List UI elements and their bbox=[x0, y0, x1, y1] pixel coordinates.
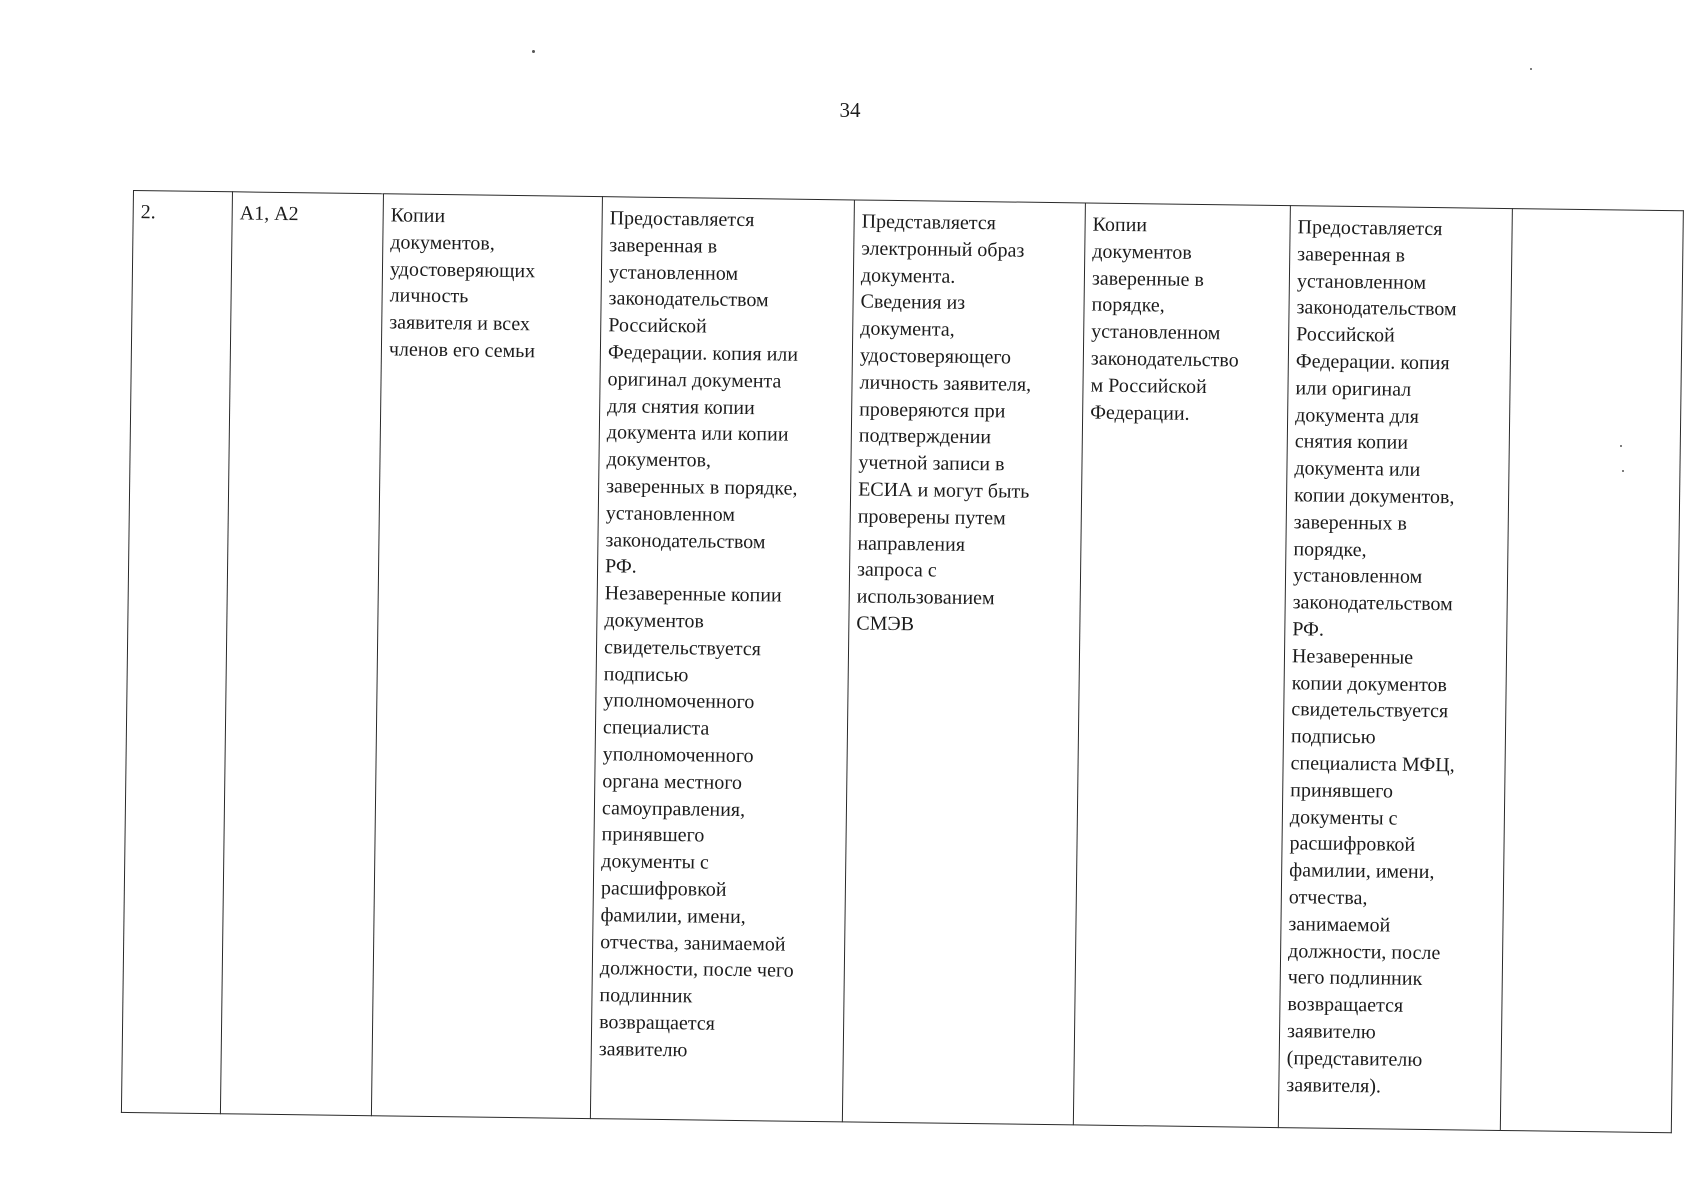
scan-speck bbox=[532, 50, 535, 53]
row-number: 2. bbox=[140, 201, 156, 224]
table-row bbox=[121, 191, 1683, 1133]
scan-speck bbox=[1530, 68, 1532, 70]
electronic-submission-text: Представляется электронный образ документа. Сведения из документа, удостоверяющего личность заявителя, проверяются при подтверждении учетной записи в ЕСИА и могут быть проверены путем направления запроса с использованием СМЭВ bbox=[856, 210, 1032, 636]
applicant-codes: А1, А2 bbox=[239, 202, 299, 226]
document-name-cell bbox=[371, 194, 602, 1119]
in-person-submission-text: Предоставляется заверенная в установленном законодательством Российской Федерации. копия или оригинал документа для снятия копии документа или копии документов, заверенных в порядке, установленном законодательством РФ. Незаверенные копии документов свидетельствуется подписью уполномоченного специалиста уполномоченного органа местного самоуправления, принявшего документы с расшифровкой фамилии, имени, отчества, занимаемой должности, после чего подлинник возвращается заявителю bbox=[598, 207, 799, 1062]
in-person-cell bbox=[590, 197, 854, 1122]
document-name: Копии документов, удостоверяющих личность заявителя и всех членов его семьи bbox=[388, 204, 536, 363]
by-mail-cell bbox=[1073, 203, 1290, 1128]
page-number: 34 bbox=[839, 98, 861, 122]
mfc-submission-text: Предоставляется заверенная в установленном законодательством Российской Федерации. копия или оригинал документа для снятия копии документа или копии документов, заверенных в порядке, установленном законодательством РФ. Незаверенные копии документов свидетельствуется подписью специалиста МФЦ, принявшего документы с расшифровкой фамилии, имени, отчества, занимаемой должности, после чего подлинник возвращается заявителю (представителю заявителя). bbox=[1286, 216, 1457, 1097]
row-number-cell bbox=[121, 191, 232, 1114]
codes-cell bbox=[220, 192, 383, 1116]
scan-speck bbox=[1622, 470, 1624, 472]
document-table bbox=[121, 190, 1684, 1133]
electronic-cell bbox=[842, 200, 1085, 1125]
mfc-cell bbox=[1278, 206, 1512, 1131]
empty-cell bbox=[1500, 209, 1683, 1133]
scan-speck bbox=[1620, 445, 1622, 447]
empty-cell-text bbox=[1520, 217, 1676, 219]
mail-submission-text: Копии документов заверенные в порядке, установленном законодательство м Российской Федерации. bbox=[1090, 213, 1239, 425]
